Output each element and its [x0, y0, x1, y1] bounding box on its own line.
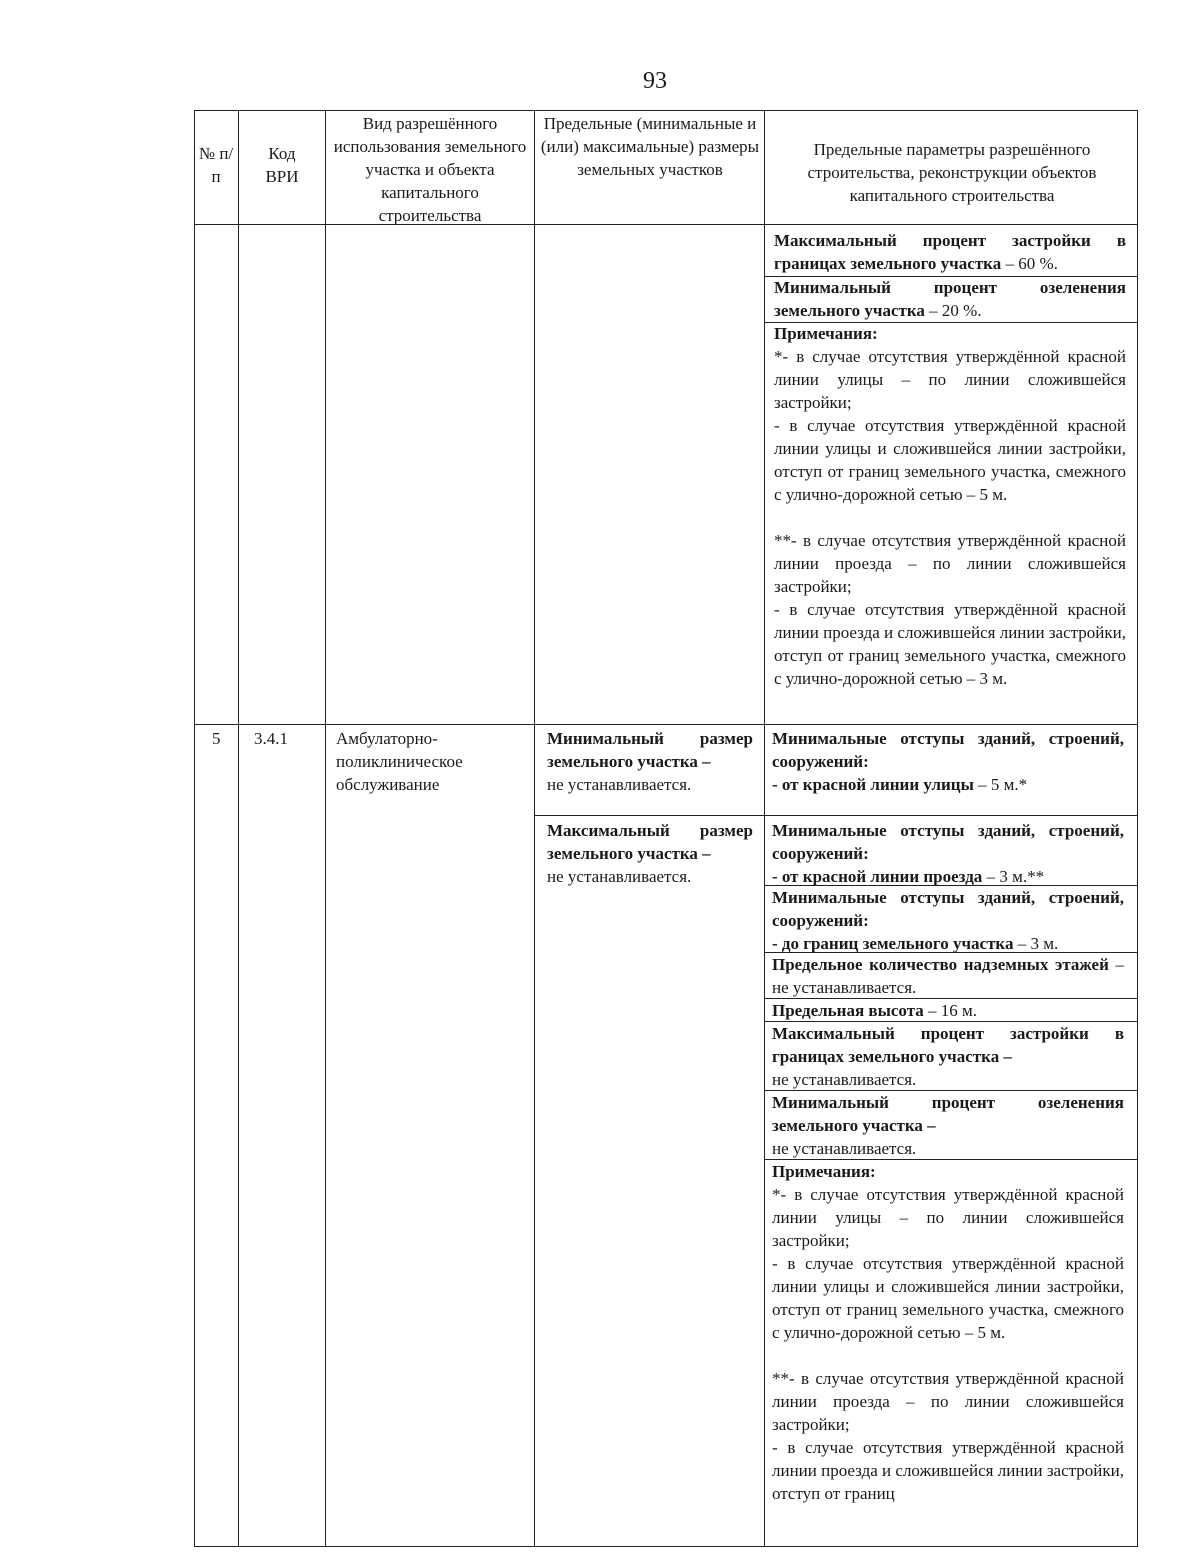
- header-use: Вид разрешённого использования земельного участка и объекта капитального строительства: [333, 114, 527, 225]
- header-code: Код ВРИ: [265, 144, 299, 186]
- note-4: - в случае отсутствия утверждённой красной линии проезда и сложившейся линии застройки, отступ от границ земельного участка, смежного с улично-дорожной сетью – 3 м.: [774, 600, 1126, 688]
- max-size-label: Максимальный размер земельного участка –: [547, 821, 753, 863]
- col-border-1: [238, 110, 239, 1546]
- col-border-right: [1137, 110, 1138, 1546]
- min-size: [547, 727, 753, 796]
- param-value: – не устанавливается.: [772, 955, 1125, 997]
- param-value: – 3 м.: [1013, 934, 1059, 953]
- row5-code: 3.4.1: [254, 729, 288, 748]
- param-setback-border: [772, 886, 1124, 955]
- max-size: [547, 819, 753, 888]
- param-label: Минимальные отступы зданий, строений, сооружений:: [772, 821, 1124, 863]
- param-label: - от красной линии проезда: [772, 867, 983, 886]
- note-3: **- в случае отсутствия утверждённой красной линии проезда – по линии сложившейся застройки;: [774, 531, 1126, 596]
- row5-num: 5: [212, 729, 221, 748]
- param-min-green: [772, 1091, 1124, 1160]
- param-label: Предельное количество надземных этажей: [772, 955, 1109, 974]
- note-2: - в случае отсутствия утверждённой красной линии улицы и сложившейся линии застройки, отступ от границ земельного участка, смежного с улично-дорожной сетью – 5 м.: [772, 1254, 1124, 1342]
- params-divider: [534, 815, 1138, 816]
- note-4: - в случае отсутствия утверждённой красной линии проезда и сложившейся линии застройки, отступ от границ: [772, 1438, 1124, 1503]
- header-num: № п/п: [198, 144, 234, 186]
- max-size-value: не устанавливается.: [547, 867, 692, 886]
- param-value: – 5 м.*: [973, 775, 1028, 794]
- param-label: Минимальные отступы зданий, строений, сооружений:: [772, 888, 1124, 930]
- note-1: *- в случае отсутствия утверждённой красной линии улицы – по линии сложившейся застройки;: [772, 1185, 1124, 1250]
- note-1: *- в случае отсутствия утверждённой красной линии улицы – по линии сложившейся застройки;: [774, 347, 1126, 412]
- notes-block: [774, 322, 1126, 690]
- col-border-left: [194, 110, 195, 1546]
- param-label: Максимальный процент застройки в границах земельного участка –: [772, 1024, 1124, 1066]
- notes-title: Примечания:: [772, 1162, 876, 1181]
- param-label: Минимальные отступы зданий, строений, сооружений:: [772, 729, 1124, 771]
- max-build-percent: [774, 229, 1126, 275]
- param-height: [772, 999, 1124, 1022]
- page-number: 93: [643, 68, 667, 94]
- param-floors: [772, 953, 1124, 999]
- note-2: - в случае отсутствия утверждённой красной линии улицы и сложившейся линии застройки, отступ от границ земельного участка, смежного с улично-дорожной сетью – 5 м.: [774, 416, 1126, 504]
- row5-top-border: [194, 724, 1138, 725]
- param-label: Предельная высота: [772, 1001, 924, 1020]
- header-params: Предельные параметры разрешённого строительства, реконструкции объектов капитального строительства: [807, 140, 1097, 205]
- param-label: - до границ земельного участка: [772, 934, 1014, 953]
- min-green-label: Минимальный процент озеленения земельного участка: [774, 278, 1126, 320]
- param-setback-street: [772, 727, 1124, 796]
- param-value: не устанавливается.: [772, 1139, 917, 1158]
- param-value: – 16 м.: [923, 1001, 978, 1020]
- row5-use: Амбулаторно-поликлиническое обслуживание: [336, 729, 463, 794]
- col-border-4: [764, 110, 765, 1546]
- min-green-percent: [774, 276, 1126, 322]
- param-value: не устанавливается.: [772, 1070, 917, 1089]
- min-size-label: Минимальный размер земельного участка –: [547, 729, 753, 771]
- notes-title: Примечания:: [774, 324, 878, 343]
- max-build-value: – 60 %.: [1001, 254, 1058, 273]
- param-label: Минимальный процент озеленения земельного участка –: [772, 1093, 1124, 1135]
- param-max-build: [772, 1022, 1124, 1091]
- header-size: Предельные (минимальные и (или) максимальные) размеры земельных участков: [540, 114, 760, 179]
- param-value: – 3 м.**: [982, 867, 1045, 886]
- note-3: **- в случае отсутствия утверждённой красной линии проезда – по линии сложившейся застройки;: [772, 1369, 1124, 1434]
- col-border-2: [325, 110, 326, 1546]
- min-green-value: – 20 %.: [924, 301, 982, 320]
- row5-notes-block: [772, 1160, 1124, 1505]
- table-top-border: [194, 110, 1138, 111]
- param-label: - от красной линии улицы: [772, 775, 974, 794]
- col-border-3: [534, 110, 535, 1546]
- max-build-label: Максимальный процент застройки в границах земельного участка: [774, 231, 1126, 273]
- table-bottom-border: [194, 1546, 1138, 1547]
- param-setback-passage: [772, 819, 1124, 888]
- min-size-value: не устанавливается.: [547, 775, 692, 794]
- zoning-table: [194, 110, 1138, 1546]
